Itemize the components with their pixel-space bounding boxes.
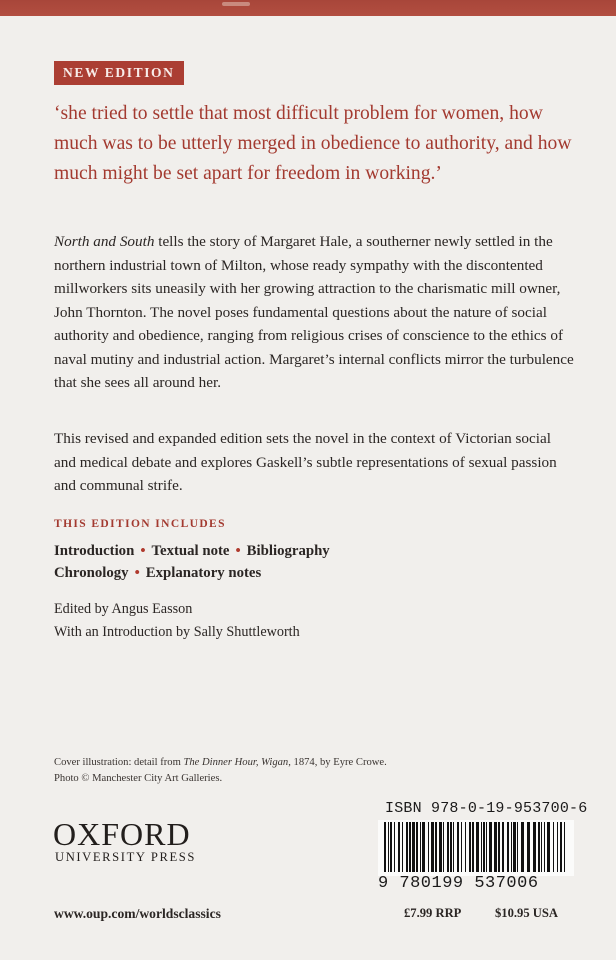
illustration-credit [54,755,454,771]
include-item: Bibliography [246,543,330,559]
includes-row-1 [54,543,330,560]
band-notch [222,2,250,6]
bullet-icon: • [140,543,146,559]
bullet-icon: • [134,565,140,581]
edition-description: This revised and expanded edition sets the novel in the context of Victorian social and medical debate and explores Gaskell’s subtle representations of sexual passion and communal strife. [54,430,557,494]
editor-credits [54,598,300,643]
edition-badge: NEW EDITION [54,61,184,85]
price-uk: £7.99 RRP [404,906,462,920]
include-item: Chronology [54,565,129,581]
introduction-line: With an Introduction by Sally Shuttleworth [54,623,300,640]
isbn-label: ISBN 978-0-19-953700-6 [385,800,588,817]
credit-work-title: The Dinner Hour, Wigan [183,757,289,768]
novel-title: North and South [54,233,155,250]
top-color-band [0,0,616,16]
pull-quote: ‘she tried to settle that most difficult problem for women, how much was to be utterly merged in obedience to authority, and how much might be set apart for freedom in working.’ [54,103,572,184]
cover-credit [54,755,454,787]
synopsis-text: tells the story of Margaret Hale, a southerner newly settled in the northern industrial town of Milton, whose ready sympathy with the discontented millworkers sits uneasily with her growing attraction to the charismatic mill owner, John Thornton. The novel poses fundamental questions about the nature of social authority and obedience, ranging from religious crises of conscience to the ethics of naval mutiny and industrial action. Margaret’s internal conflicts mirror the turbulence that she sees all around her. [54,233,574,391]
price-usa: $10.95 USA [495,906,558,920]
bullet-icon: • [235,543,241,559]
include-item: Introduction [54,543,135,559]
publisher-url[interactable]: www.oup.com/worldsclassics [54,906,221,921]
barcode-icon [382,822,572,872]
publisher-subtitle: UNIVERSITY PRESS [55,850,196,864]
include-item: Explanatory notes [145,565,262,581]
publisher-logo: OXFORD [53,816,191,852]
editor-line: Edited by Angus Easson [54,601,193,617]
credit-prefix: Cover illustration: detail from [54,757,184,768]
photo-credit: Photo © Manchester City Art Galleries. [54,773,223,784]
synopsis-paragraph [54,230,574,395]
include-item: Textual note [151,543,230,559]
ean-number: 9 780199 537006 [378,874,539,893]
includes-heading: THIS EDITION INCLUDES [54,518,226,530]
includes-row-2 [54,565,261,582]
credit-suffix: , 1874, by Eyre Crowe. [288,757,387,768]
